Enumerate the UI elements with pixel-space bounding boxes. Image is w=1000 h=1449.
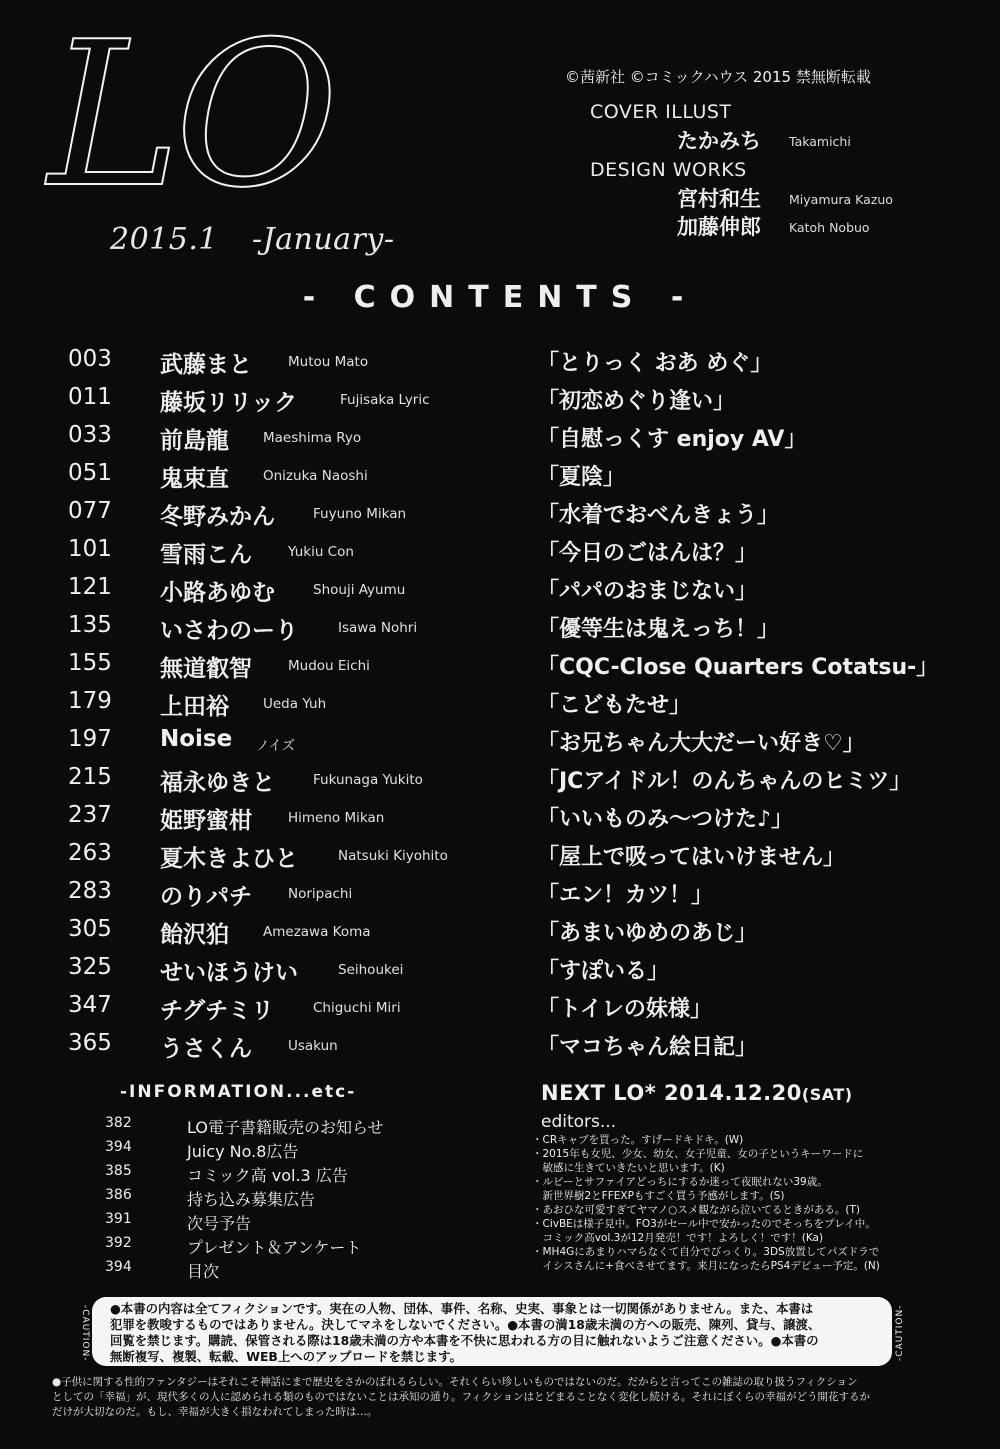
toc-author-roman: Natsuki Kiyohito — [338, 848, 448, 864]
issue-month: -January- — [251, 222, 395, 257]
toc-author-roman: Fukunaga Yukito — [313, 772, 423, 788]
toc-entry[interactable] — [0, 650, 1000, 688]
information-heading: -INFORMATION...etc- — [120, 1082, 357, 1102]
toc-author-roman: Ueda Yuh — [263, 696, 327, 712]
caution-side-label-left: -CAUTION- — [80, 1304, 90, 1362]
info-label: 目次 — [187, 1262, 220, 1281]
info-page-number: 382 — [105, 1115, 132, 1131]
toc-entry[interactable] — [0, 422, 1000, 460]
toc-author-roman: Usakun — [288, 1038, 338, 1054]
editors-heading: editors... — [541, 1112, 617, 1132]
toc-author: うさくん — [160, 1036, 252, 1062]
caution-line: 回覧を禁じます。購読、保管される際は18歳未満の方や本書を不快に思われる方の目に触れないようご注意ください。●本書の — [110, 1333, 819, 1348]
toc-page-number: 121 — [68, 574, 112, 600]
toc-story-title: 「夏陰」 — [537, 465, 626, 490]
toc-entry[interactable] — [0, 954, 1000, 992]
editor-comment-line: ・CivBEは様子見中。FO3がセール中で安かったのでそっちをプレイ中。 — [532, 1218, 876, 1230]
toc-author-roman: Chiguchi Miri — [313, 1000, 401, 1016]
toc-author-roman: Shouji Ayumu — [313, 582, 406, 598]
toc-page-number: 051 — [68, 460, 112, 486]
toc-story-title: 「とりっく おあ めぐ」 — [537, 351, 773, 376]
toc-author-roman: Yukiu Con — [288, 544, 354, 560]
toc-page-number: 263 — [68, 840, 112, 866]
caution-notice — [92, 1297, 892, 1366]
toc-author-roman: Himeno Mikan — [288, 810, 385, 826]
copyright-notice: ©茜新社 ©コミックハウス 2015 禁無断転載 — [565, 68, 871, 86]
toc-entry[interactable] — [0, 802, 1000, 840]
info-entry[interactable] — [0, 1139, 500, 1163]
toc-entry[interactable] — [0, 764, 1000, 802]
toc-entry[interactable] — [0, 384, 1000, 422]
designer-roman: Miyamura Kazuo — [789, 192, 893, 207]
toc-story-title: 「お兄ちゃん大大だーい好き♡」 — [537, 731, 865, 756]
toc-author: 上田裕 — [160, 694, 229, 720]
toc-page-number: 197 — [68, 726, 112, 752]
toc-author: 姫野蜜柑 — [160, 808, 252, 834]
toc-author: 無道叡智 — [160, 656, 252, 682]
info-page-number: 386 — [105, 1187, 132, 1203]
editor-comment-line: 新世界樹2とFFEXPもすごく買う予感がします。(S) — [532, 1190, 785, 1202]
designer-name: 加藤伸郎 — [677, 215, 761, 239]
toc-story-title: 「水着でおべんきょう」 — [537, 503, 780, 528]
info-page-number: 394 — [105, 1139, 132, 1155]
toc-story-title: 「自慰っくす enjoy AV」 — [537, 427, 807, 452]
toc-author-roman: Fuyuno Mikan — [313, 506, 407, 522]
toc-story-title: 「トイレの妹様」 — [537, 997, 712, 1022]
info-entry[interactable] — [0, 1235, 500, 1259]
toc-story-title: 「初恋めぐり逢い」 — [537, 389, 736, 414]
editor-comment-line: ・2015年も女児、少女、幼女、女子児童、女の子というキーワードに — [532, 1148, 864, 1160]
info-label: LO電子書籍販売のお知らせ — [187, 1118, 384, 1137]
editor-comment-line: ・あおひな可愛すぎてヤマノ○スメ観ながら泣いてるときがある。(T) — [532, 1204, 860, 1216]
toc-page-number: 347 — [68, 992, 112, 1018]
info-label: プレゼント＆アンケート — [187, 1238, 362, 1257]
toc-entry[interactable] — [0, 498, 1000, 536]
caution-line: ●本書の内容は全てフィクションです。実在の人物、団体、事件、名称、史実、事象とは一切関係がありません。また、本書は — [110, 1301, 814, 1316]
toc-story-title: 「あまいゆめのあじ」 — [537, 921, 758, 946]
toc-page-number: 011 — [68, 384, 112, 410]
toc-page-number: 237 — [68, 802, 112, 828]
issue-number: 2015.1 — [110, 222, 218, 257]
toc-entry[interactable] — [0, 992, 1000, 1030]
toc-story-title: 「エン！カツ！」 — [537, 883, 714, 908]
toc-author: 小路あゆむ — [160, 580, 275, 606]
toc-entry[interactable] — [0, 574, 1000, 612]
info-page-number: 392 — [105, 1235, 132, 1251]
next-issue-date — [541, 1081, 853, 1105]
toc-story-title: 「屋上で吸ってはいけません」 — [537, 845, 846, 870]
toc-entry[interactable] — [0, 878, 1000, 916]
toc-entry[interactable] — [0, 346, 1000, 384]
toc-story-title: 「マコちゃん絵日記」 — [537, 1035, 758, 1060]
toc-entry[interactable] — [0, 916, 1000, 954]
editor-comment-line: イシスさんに+食べさせてます。来月になったらPS4デビュー予定。(N) — [532, 1260, 880, 1272]
footer-text-line: としての「幸福」が、現代多くの人に認められる類のものではないことは承知の通り。フィクションはとどまることなく変化し続ける。それにぼくらの幸福がどう開花するか — [52, 1391, 870, 1403]
toc-author-roman: Onizuka Naoshi — [263, 468, 368, 484]
toc-author: せいほうけい — [160, 960, 298, 986]
editor-comment-line: ・MH4Gにあまりハマらなくて自分でびっくり。3DS放置してパズドラで — [532, 1246, 880, 1258]
caution-line: 無断複写、複製、転載、WEB上へのアップロードを禁じます。 — [110, 1349, 462, 1364]
toc-entry[interactable] — [0, 612, 1000, 650]
toc-page-number: 305 — [68, 916, 112, 942]
info-label: Juicy No.8広告 — [187, 1142, 299, 1161]
issue-date — [110, 222, 395, 257]
toc-story-title: 「パパのおまじない」 — [537, 579, 758, 604]
toc-story-title: 「JCアイドル！のんちゃんのヒミツ」 — [537, 769, 912, 794]
toc-story-title: 「こどもたせ」 — [537, 693, 692, 718]
toc-entry[interactable] — [0, 1030, 1000, 1068]
toc-entry[interactable] — [0, 688, 1000, 726]
editor-comment-line: 敏感に生きていきたいと思います。(K) — [532, 1162, 725, 1174]
info-label: コミック高 vol.3 広告 — [187, 1166, 348, 1185]
info-entry[interactable] — [0, 1163, 500, 1187]
editor-comment-line: ・CRキャブを買った。すげードキドキ。(W) — [532, 1134, 744, 1146]
cover-artist-name: たかみち — [677, 129, 761, 153]
toc-author-roman: Mudou Eichi — [288, 658, 370, 674]
toc-entry[interactable] — [0, 840, 1000, 878]
toc-page-number: 135 — [68, 612, 112, 638]
caution-line: 犯罪を教唆するものではありません。決してマネをしないでください。●本書の満18歳未満の方への販売、陳列、貸与、譲渡、 — [110, 1317, 821, 1332]
contents-heading: - CONTENTS - — [302, 280, 698, 315]
toc-author: 冬野みかん — [160, 504, 275, 530]
info-page-number: 391 — [105, 1211, 132, 1227]
designer-roman: Katoh Nobuo — [789, 220, 870, 235]
toc-author: 飴沢狛 — [160, 922, 229, 948]
toc-page-number: 325 — [68, 954, 112, 980]
toc-author: チグチミリ — [160, 998, 275, 1024]
toc-page-number: 033 — [68, 422, 112, 448]
toc-entry[interactable] — [0, 726, 1000, 764]
toc-author: いさわのーり — [160, 618, 298, 644]
next-issue-weekday: (SAT) — [801, 1085, 853, 1104]
info-entry[interactable] — [0, 1187, 500, 1211]
footer-text-line: ●子供に関する性的ファンタジーはそれこそ神話にまで歴史をさかのぼれるらしい。それくらい珍しいものではないのだ。だからと言ってこの雑誌の取り扱うフィクション — [52, 1376, 858, 1388]
toc-author-roman: Amezawa Koma — [263, 924, 371, 940]
toc-page-number: 155 — [68, 650, 112, 676]
toc-author: 藤坂リリック — [160, 390, 298, 416]
toc-author-roman: Fujisaka Lyric — [340, 392, 430, 408]
editor-comment-line: ・ルビーとサファイアどっちにするか迷って夜眠れない39歳。 — [532, 1176, 828, 1188]
toc-entry[interactable] — [0, 536, 1000, 574]
toc-author-roman: Mutou Mato — [288, 354, 369, 370]
toc-author: 夏木きよひと — [160, 846, 298, 872]
editor-comment-line: コミック高vol.3が12月発売！です！よろしく！です！(Ka) — [532, 1232, 824, 1244]
next-issue-text: NEXT LO* 2014.12.20 — [541, 1081, 802, 1105]
info-page-number: 394 — [105, 1259, 132, 1275]
footer-text-line: だけが大切なのだ。もし、幸福が大きく損なわれてしまった時は…。 — [52, 1406, 378, 1418]
toc-page-number: 077 — [68, 498, 112, 524]
toc-page-number: 003 — [68, 346, 112, 372]
toc-author: 前島龍 — [160, 428, 229, 454]
toc-story-title: 「すぽいる」 — [537, 959, 670, 984]
toc-author: Noise — [160, 726, 233, 752]
toc-story-title: 「CQC-Close Quarters Cotatsu-」 — [537, 655, 939, 680]
cover-illust-label: COVER ILLUST — [590, 101, 732, 123]
info-entry[interactable] — [0, 1115, 500, 1139]
toc-author-roman: Noripachi — [288, 886, 353, 902]
info-label: 持ち込み募集広告 — [187, 1190, 316, 1209]
toc-page-number: 101 — [68, 536, 112, 562]
info-page-number: 385 — [105, 1163, 132, 1179]
toc-entry[interactable] — [0, 460, 1000, 498]
toc-author-roman: Isawa Nohri — [338, 620, 418, 636]
info-label: 次号予告 — [187, 1214, 252, 1233]
design-works-label: DESIGN WORKS — [590, 159, 747, 181]
cover-artist-roman: Takamichi — [789, 134, 851, 149]
toc-author: 福永ゆきと — [160, 770, 275, 796]
toc-author: のりパチ — [160, 884, 252, 910]
magazine-logo: LO — [48, 0, 333, 232]
designer-name: 宮村和生 — [677, 187, 761, 211]
toc-page-number: 179 — [68, 688, 112, 714]
caution-side-label-right: -CAUTION- — [895, 1304, 905, 1362]
toc-author: 武藤まと — [160, 352, 252, 378]
toc-story-title: 「今日のごはんは？」 — [537, 541, 758, 566]
toc-author: 雪雨こん — [160, 542, 252, 568]
info-entry[interactable] — [0, 1211, 500, 1235]
toc-author-roman: ノイズ — [256, 738, 296, 754]
toc-author-roman: Maeshima Ryo — [263, 430, 362, 446]
toc-story-title: 「いいものみ～つけた♪」 — [537, 807, 794, 832]
toc-author: 鬼束直 — [160, 466, 229, 492]
toc-story-title: 「優等生は鬼えっち！」 — [537, 617, 780, 642]
toc-page-number: 365 — [68, 1030, 112, 1056]
toc-author-roman: Seihoukei — [338, 962, 404, 978]
toc-page-number: 215 — [68, 764, 112, 790]
toc-page-number: 283 — [68, 878, 112, 904]
info-entry[interactable] — [0, 1259, 500, 1283]
